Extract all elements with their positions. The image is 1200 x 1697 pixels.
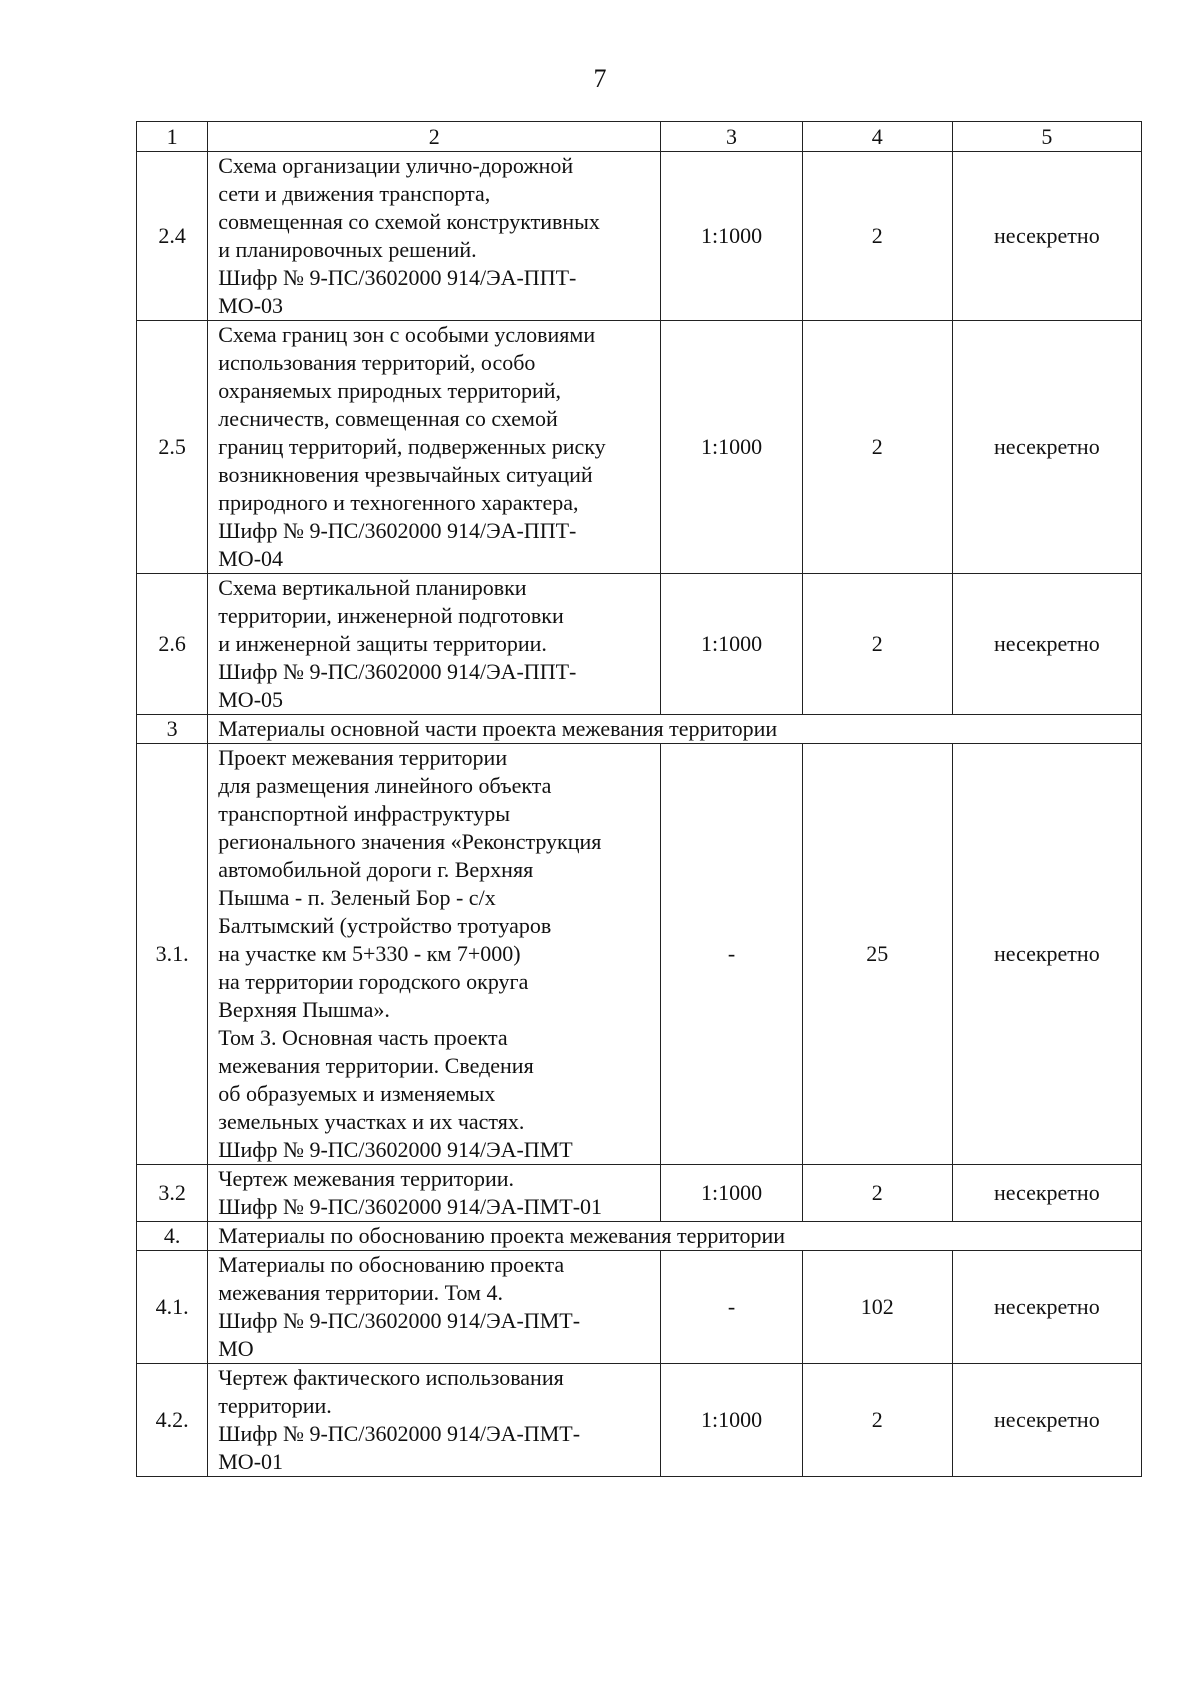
description-line: МО-03: [218, 293, 284, 318]
row-number: 3.1.: [137, 744, 208, 1165]
description-line: Балтымский (устройство тротуаров: [218, 913, 552, 938]
row-number: 2.6: [137, 574, 208, 715]
scale-cell: 1:1000: [661, 574, 802, 715]
documents-table: [136, 121, 1142, 1477]
description-line: межевания территории. Сведения: [218, 1053, 534, 1078]
document-description: [208, 1165, 661, 1222]
description-line: транспортной инфраструктуры: [218, 801, 511, 826]
header-cell-4: 4: [802, 122, 952, 152]
description-line: совмещенная со схемой конструктивных: [218, 209, 600, 234]
scale-cell: 1:1000: [661, 321, 802, 574]
description-line: на участке км 5+330 - км 7+000): [218, 941, 521, 966]
document-row: [137, 744, 1142, 1165]
secrecy-cell: несекретно: [952, 1251, 1141, 1364]
sheets-count-cell: 25: [802, 744, 952, 1165]
row-number: 4.1.: [137, 1251, 208, 1364]
sheets-count-cell: 2: [802, 321, 952, 574]
document-description: [208, 574, 661, 715]
sheets-count-cell: 2: [802, 152, 952, 321]
document-description: [208, 744, 661, 1165]
sheets-count-cell: 2: [802, 1165, 952, 1222]
secrecy-cell: несекретно: [952, 152, 1141, 321]
description-line: на территории городского округа: [218, 969, 529, 994]
description-line: МО-05: [218, 687, 284, 712]
description-line: территории.: [218, 1393, 332, 1418]
document-description: [208, 1364, 661, 1477]
description-line: Шифр № 9-ПС/3602000 914/ЭА-ПМТ-: [218, 1421, 581, 1446]
description-line: Шифр № 9-ПС/3602000 914/ЭА-ППТ-: [218, 659, 577, 684]
section-number: 4.: [137, 1222, 208, 1251]
description-line: Шифр № 9-ПС/3602000 914/ЭА-ПМТ-: [218, 1308, 581, 1333]
table-header-row: [137, 122, 1142, 152]
secrecy-cell: несекретно: [952, 1165, 1141, 1222]
description-line: Схема организации улично-дорожной: [218, 153, 574, 178]
sheets-count-cell: 2: [802, 574, 952, 715]
row-number: 2.4: [137, 152, 208, 321]
description-line: об образуемых и изменяемых: [218, 1081, 496, 1106]
section-title: Материалы по обоснованию проекта межевания территории: [208, 1222, 1142, 1251]
description-line: территории, инженерной подготовки: [218, 603, 564, 628]
description-line: Шифр № 9-ПС/3602000 914/ЭА-ПМТ-01: [218, 1194, 603, 1219]
header-cell-5: 5: [952, 122, 1141, 152]
description-line: Верхняя Пышма».: [218, 997, 390, 1022]
description-line: использования территорий, особо: [218, 350, 536, 375]
secrecy-cell: несекретно: [952, 321, 1141, 574]
description-line: МО: [218, 1336, 254, 1361]
document-row: [137, 152, 1142, 321]
scale-cell: 1:1000: [661, 152, 802, 321]
section-number: 3: [137, 715, 208, 744]
sheets-count-cell: 2: [802, 1364, 952, 1477]
document-description: [208, 321, 661, 574]
secrecy-cell: несекретно: [952, 1364, 1141, 1477]
description-line: Материалы по обоснованию проекта: [218, 1252, 565, 1277]
section-row: [137, 715, 1142, 744]
description-line: охраняемых природных территорий,: [218, 378, 562, 403]
document-description: [208, 152, 661, 321]
description-line: автомобильной дороги г. Верхняя: [218, 857, 534, 882]
header-cell-1: 1: [137, 122, 208, 152]
description-line: Том 3. Основная часть проекта: [218, 1025, 508, 1050]
description-line: Проект межевания территории: [218, 745, 508, 770]
scale-cell: -: [661, 1251, 802, 1364]
section-row: [137, 1222, 1142, 1251]
description-line: земельных участках и их частях.: [218, 1109, 525, 1134]
document-row: [137, 321, 1142, 574]
header-cell-3: 3: [661, 122, 802, 152]
scale-cell: 1:1000: [661, 1165, 802, 1222]
description-line: границ территорий, подверженных риску: [218, 434, 606, 459]
description-line: возникновения чрезвычайных ситуаций: [218, 462, 593, 487]
description-line: Шифр № 9-ПС/3602000 914/ЭА-ППТ-: [218, 265, 577, 290]
description-line: и инженерной защиты территории.: [218, 631, 547, 656]
document-row: [137, 1165, 1142, 1222]
document-description: [208, 1251, 661, 1364]
secrecy-cell: несекретно: [952, 574, 1141, 715]
description-line: для размещения линейного объекта: [218, 773, 552, 798]
description-line: Шифр № 9-ПС/3602000 914/ЭА-ППТ-: [218, 518, 577, 543]
row-number: 4.2.: [137, 1364, 208, 1477]
description-line: межевания территории. Том 4.: [218, 1280, 503, 1305]
scale-cell: -: [661, 744, 802, 1165]
header-cell-2: 2: [208, 122, 661, 152]
description-line: лесничеств, совмещенная со схемой: [218, 406, 558, 431]
description-line: Шифр № 9-ПС/3602000 914/ЭА-ПМТ: [218, 1137, 573, 1162]
description-line: МО-01: [218, 1449, 284, 1474]
sheets-count-cell: 102: [802, 1251, 952, 1364]
description-line: Чертеж фактического использования: [218, 1365, 564, 1390]
row-number: 3.2: [137, 1165, 208, 1222]
description-line: и планировочных решений.: [218, 237, 477, 262]
secrecy-cell: несекретно: [952, 744, 1141, 1165]
scale-cell: 1:1000: [661, 1364, 802, 1477]
document-row: [137, 1364, 1142, 1477]
document-row: [137, 1251, 1142, 1364]
row-number: 2.5: [137, 321, 208, 574]
description-line: Схема границ зон с особыми условиями: [218, 322, 596, 347]
documents-table-body: [137, 122, 1142, 1477]
description-line: Чертеж межевания территории.: [218, 1166, 515, 1191]
section-title: Материалы основной части проекта межевания территории: [208, 715, 1142, 744]
description-line: регионального значения «Реконструкция: [218, 829, 602, 854]
description-line: природного и техногенного характера,: [218, 490, 579, 515]
page-number: 7: [593, 64, 607, 93]
description-line: Пышма - п. Зеленый Бор - с/х: [218, 885, 496, 910]
description-line: Схема вертикальной планировки: [218, 575, 527, 600]
description-line: сети и движения транспорта,: [218, 181, 491, 206]
description-line: МО-04: [218, 546, 284, 571]
document-row: [137, 574, 1142, 715]
